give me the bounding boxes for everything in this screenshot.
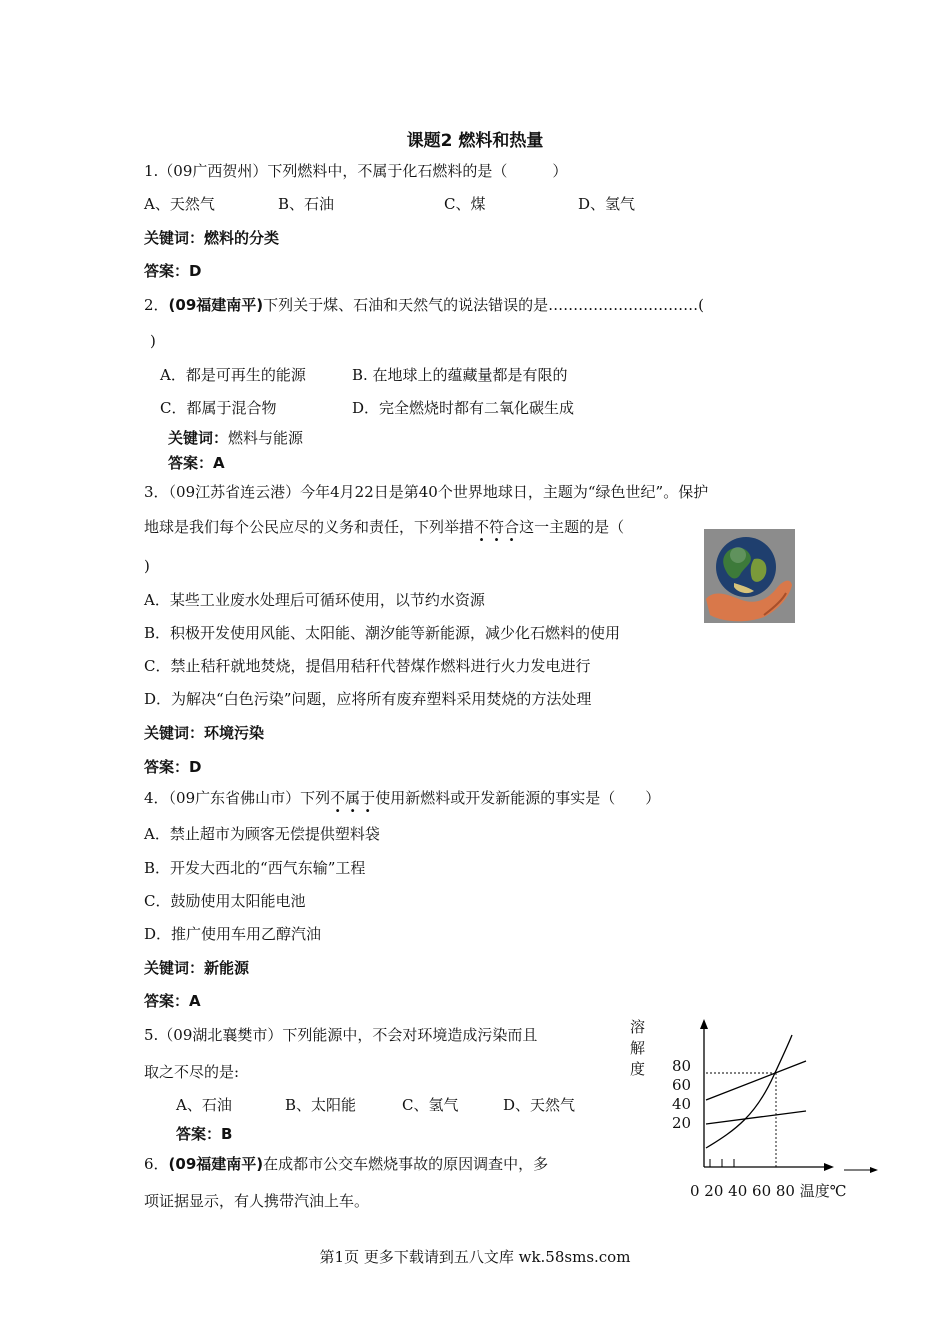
solubility-curve-a (706, 1035, 792, 1148)
q3-stem-line3: ) (144, 557, 150, 575)
q2-stem-continued: ) (150, 332, 156, 350)
graph-plot (626, 1015, 886, 1205)
q3-emph-3: 合 (504, 518, 520, 536)
q3-emph-1: 不 (474, 518, 490, 536)
q1-option-b: B、石油 (278, 195, 335, 213)
q1-stem: 1.（09广西贺州）下列燃料中，不属于化石燃料的是（ ） (144, 162, 568, 180)
solubility-line-b (706, 1061, 806, 1100)
q3-option-a: A．某些工业废水处理后可循环使用，以节约水资源 (144, 591, 485, 609)
q4-option-c: C．鼓励使用太阳能电池 (144, 892, 306, 910)
graph-ylabel-char: 溶 (630, 1018, 646, 1036)
q3-stem-line2 (144, 517, 624, 537)
q3-answer: 答案：D (144, 758, 202, 776)
q3-option-b: B．积极开发使用风能、太阳能、潮汐能等新能源，减少化石燃料的使用 (144, 624, 621, 642)
q3-stem-line1: 3．（09江苏省连云港）今年4月22日是第40个世界地球日，主题为“绿色世纪”。保护 (144, 483, 709, 501)
q3-option-d: D．为解决“白色污染”问题，应将所有废弃塑料采用焚烧的方法处理 (144, 690, 592, 708)
q2-option-b: B. 在地球上的蕴藏量都是有限的 (352, 366, 568, 384)
q5-option-d: D、天然气 (503, 1096, 576, 1114)
q2-number: 2． (144, 296, 169, 314)
q2-stem (144, 295, 704, 315)
graph-x-axis-label: 0 20 40 60 80 温度℃ (690, 1182, 847, 1200)
graph-ytick: 60 (672, 1076, 692, 1094)
q4-stem (144, 788, 660, 808)
graph-ylabel-char: 解 (630, 1039, 646, 1057)
q5-option-b: B、太阳能 (285, 1096, 357, 1114)
q2-answer: 答案：A (168, 454, 225, 472)
q1-option-c: C、煤 (444, 195, 486, 213)
q4-option-d: D．推广使用车用乙醇汽油 (144, 925, 322, 943)
q6-stem-line1 (144, 1154, 548, 1174)
q2-source: (09福建南平) (168, 296, 264, 314)
q5-option-a: A、石油 (176, 1096, 232, 1114)
q4-option-a: A．禁止超市为顾客无偿提供塑料袋 (144, 825, 380, 843)
solubility-graph (626, 1015, 886, 1205)
earth-in-hand-image (704, 529, 795, 623)
q2-keyword (168, 428, 303, 448)
graph-x-arrow (824, 1163, 834, 1171)
earth-hand-illustration (704, 529, 795, 623)
solubility-line-c (706, 1111, 806, 1124)
q4-keyword: 关键词：新能源 (144, 959, 250, 977)
q2-keyword-value: 燃料与能源 (228, 429, 304, 447)
graph-ytick: 80 (672, 1057, 692, 1075)
q4-emph-3: 于 (360, 789, 376, 807)
q6-stem-text: 在成都市公交车燃烧事故的原因调查中，多 (263, 1155, 549, 1173)
q2-option-a: A．都是可再生的能源 (160, 366, 306, 384)
q2-keyword-label: 关键词： (168, 429, 229, 447)
q3-keyword: 关键词：环境污染 (144, 724, 265, 742)
q1-option-a: A、天然气 (144, 195, 215, 213)
graph-ytick: 40 (672, 1095, 692, 1113)
q4-emph-2: 属 (345, 789, 361, 807)
q4-answer: 答案：A (144, 992, 201, 1010)
q1-option-d: D、氢气 (578, 195, 636, 213)
q4-stem-post: 使用新燃料或开发新能源的事实是（ ） (375, 789, 661, 807)
graph-y-arrow (700, 1019, 708, 1029)
q6-stem-line2: 项证据显示，有人携带汽油上车。 (144, 1192, 370, 1210)
q4-option-b: B．开发大西北的“西气东输”工程 (144, 859, 366, 877)
graph-ylabel-char: 度 (630, 1060, 646, 1078)
q6-number: 6． (144, 1155, 169, 1173)
q3-stem-line2-pre: 地球是我们每个公民应尽的义务和责任，下列举措 (144, 518, 475, 536)
q5-option-c: C、氢气 (402, 1096, 459, 1114)
q1-keyword: 关键词：燃料的分类 (144, 229, 280, 247)
q1-answer: 答案：D (144, 262, 202, 280)
q3-option-c: C．禁止秸秆就地焚烧，提倡用秸秆代替煤作燃料进行火力发电进行 (144, 657, 591, 675)
page-title: 课题2 燃料和热量 (406, 131, 544, 151)
q4-emph-1: 不 (330, 789, 346, 807)
q6-source: (09福建南平) (168, 1155, 264, 1173)
q3-stem-line2-post: 这一主题的是（ (519, 518, 625, 536)
graph-x-ext-arrow (870, 1167, 878, 1173)
q5-stem-line1: 5.（09湖北襄樊市）下列能源中，不会对环境造成污染而且 (144, 1026, 538, 1044)
q2-option-c: C．都属于混合物 (160, 399, 277, 417)
q5-answer: 答案：B (176, 1125, 233, 1143)
q2-stem-text: 下列关于煤、石油和天然气的说法错误的是…………………………( (263, 296, 704, 314)
q3-emph-2: 符 (489, 518, 505, 536)
graph-ytick: 20 (672, 1114, 692, 1132)
q2-option-d: D．完全燃烧时都有二氧化碳生成 (352, 399, 575, 417)
page-footer: 第1页 更多下载请到五八文库 wk.58sms.com (319, 1248, 631, 1266)
q5-stem-line2: 取之不尽的是: (144, 1063, 240, 1081)
q4-stem-pre: 4．（09广东省佛山市）下列 (144, 789, 331, 807)
